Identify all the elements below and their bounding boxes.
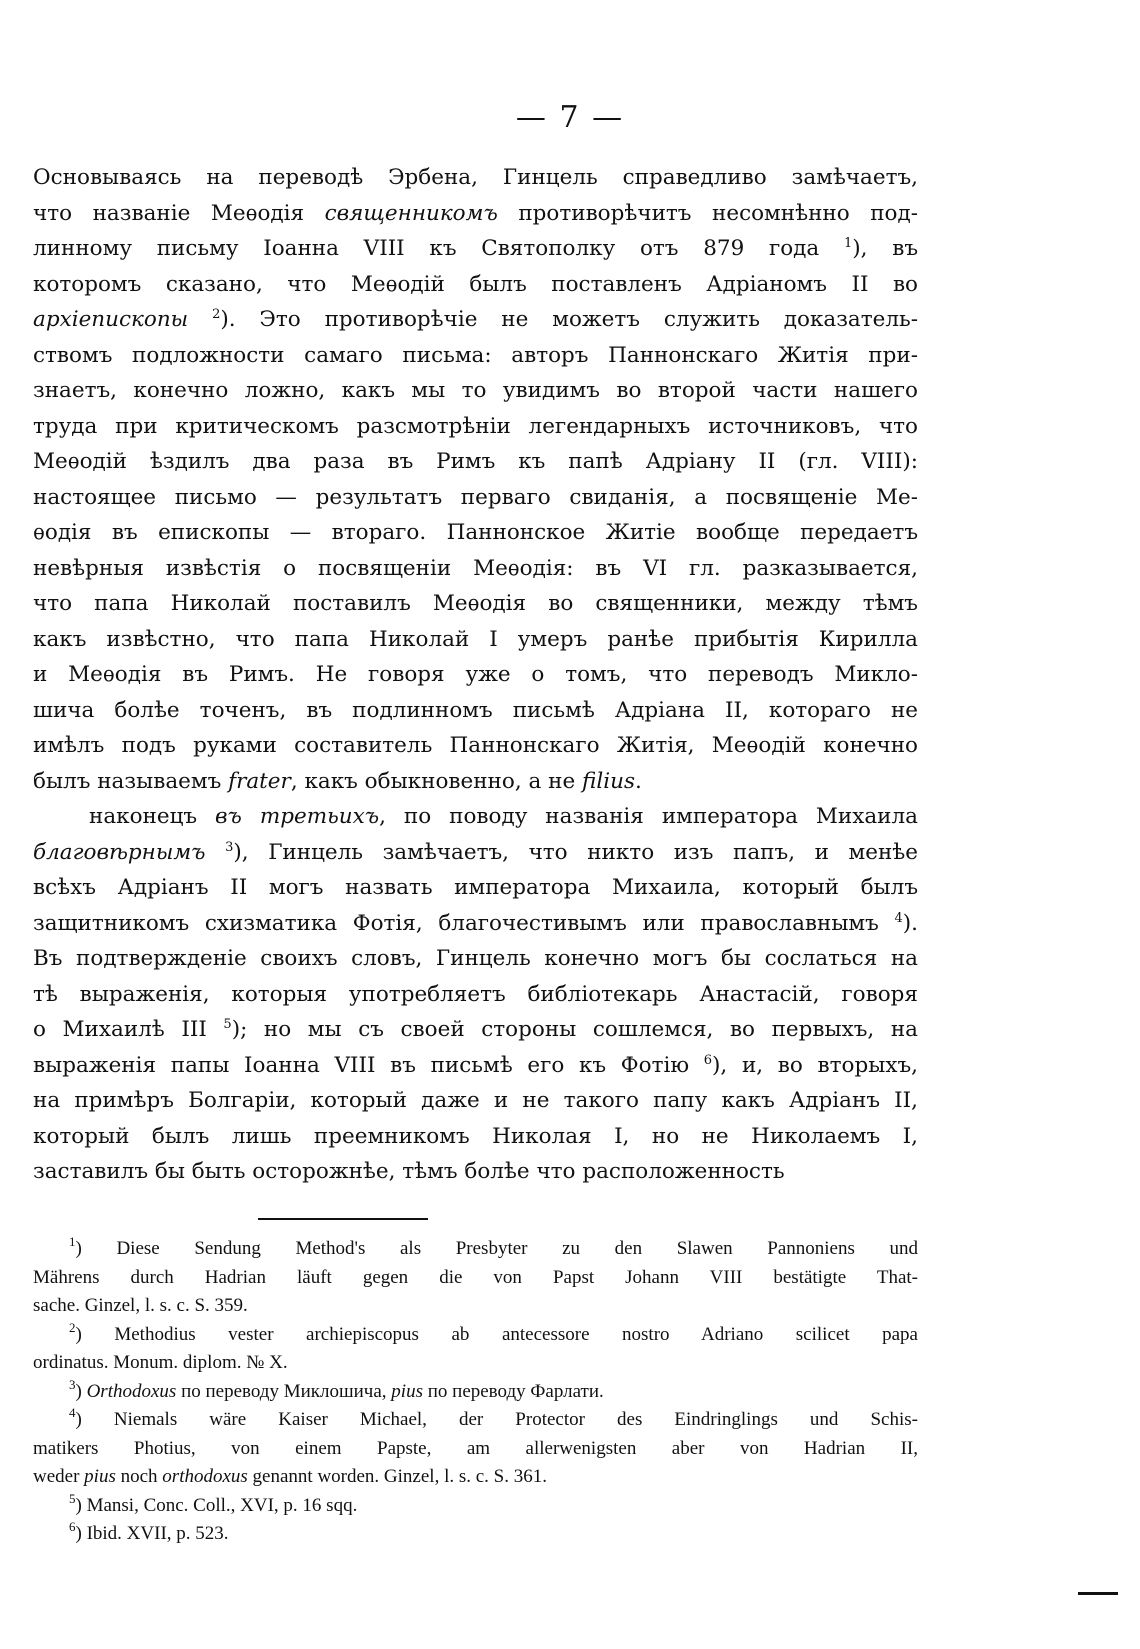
footnote-5	[33, 1492, 918, 1521]
text-line: ѳодія въ епископы — втораго. Паннонское Житіе вообще передаетъ	[33, 520, 918, 545]
text-line: защитникомъ схизматика Фотія, благочестивымъ или православнымъ $^4$).	[33, 910, 918, 936]
footnote-line: $^6$) Ibid. XVII, p. 523.	[69, 1519, 229, 1544]
page-number: — 7 —	[515, 100, 625, 135]
footnote-line: matikers Photius, von einem Papste, am allerwenigsten aber von Hadrian II,	[33, 1437, 918, 1459]
text-line: заставилъ бы быть осторожнѣе, тѣмъ болѣе что расположенность	[33, 1159, 785, 1184]
footnote-line: Mährens durch Hadrian läuft gegen die von Papst Johann VIII bestätigte That-	[33, 1266, 918, 1288]
text-line: знаетъ, конечно ложно, какъ мы то увидимъ во второй части нашего	[33, 378, 918, 403]
text-line: ствомъ подложности самаго письма: авторъ Паннонскаго Житія при-	[33, 342, 918, 368]
footnote-line: $^2$) Methodius vester archiepiscopus ab antecessore nostro Adriano scilicet papa	[69, 1319, 918, 1345]
footnote-2	[33, 1321, 918, 1378]
footnotes	[33, 1235, 918, 1549]
text-line: шича болѣе точенъ, въ подлинномъ письмѣ Адріана II, котораго не	[33, 697, 918, 723]
footnote-line: sache. Ginzel, l. s. c. S. 359.	[33, 1295, 248, 1316]
text-line: невѣрныя извѣстія о посвященіи Меѳодія: въ VI гл. разказывается,	[33, 555, 918, 581]
text-line: Меѳодій ѣздилъ два раза въ Римъ къ папѣ Адріану II (гл. VIII):	[33, 449, 918, 474]
text-line: Въ подтвержденіе своихъ словъ, Гинцель конечно могъ бы сослаться на	[33, 946, 918, 971]
footnote-1	[33, 1235, 918, 1321]
text-line: былъ называемъ frater, какъ обыкновенно, а не filius.	[33, 768, 642, 794]
text-line: линному письму Іоанна VIII къ Святополку отъ 879 года $^1$), въ	[33, 236, 919, 261]
footnote-line: ordinatus. Monum. diplom. № X.	[33, 1352, 288, 1373]
footnote-line: $^5$) Mansi, Conc. Coll., XVI, p. 16 sqq.	[69, 1490, 358, 1516]
text-line: на примѣръ Болгаріи, который даже и не такого папу какъ Адріанъ II,	[33, 1088, 918, 1113]
text-line: благовѣрнымъ $^3$), Гинцель замѣчаетъ, что никто изъ папъ, и менѣе	[33, 839, 918, 865]
text-line: выраженія папы Іоанна VIII въ письмѣ его къ Фотію $^6$), и, во вторыхъ,	[33, 1052, 918, 1078]
text-line: всѣхъ Адріанъ II могъ назвать императора Михаила, который былъ	[33, 875, 918, 900]
footnote-3	[33, 1378, 918, 1407]
footnote-6	[33, 1520, 918, 1549]
text-line: что папа Николай поставилъ Меѳодія во священники, между тѣмъ	[33, 591, 918, 616]
text-line: архіепископы $^2$). Это противорѣчіе не можетъ служить доказатель-	[33, 307, 918, 332]
paragraph-2	[33, 799, 918, 1190]
paragraph-1	[33, 160, 918, 799]
text-line: что названіе Меѳодія священникомъ противорѣчитъ несомнѣнно под-	[33, 200, 918, 226]
margin-mark	[1078, 1592, 1118, 1595]
text-line: наконецъ въ третьихъ, по поводу названія императора Михаила	[89, 804, 918, 829]
footnote-line: $^4$) Niemals wäre Kaiser Michael, der Protector des Eindringlings und Schis-	[69, 1405, 918, 1430]
text-line: и Меѳодія въ Римъ. Не говоря уже о томъ, что переводъ Миклo-	[33, 662, 918, 687]
text-line: который былъ лишь преемникомъ Николая I, но не Николаемъ I,	[33, 1123, 918, 1149]
text-line: имѣлъ подъ руками составитель Паннонскаго Житія, Меѳодій конечно	[33, 733, 918, 758]
text-line: труда при критическомъ разсмотрѣніи легендарныхъ источниковъ, что	[33, 413, 918, 439]
footnote-line: $^3$) Orthodoxus по переводу Миклошича, pius по переводу Фарлати.	[69, 1376, 604, 1402]
footnote-line: $^1$) Diese Sendung Method's als Presbyter zu den Slawen Pannoniens und	[69, 1234, 918, 1259]
text-line: настоящее письмо — результатъ перваго свиданія, а посвященіе Ме-	[33, 484, 918, 510]
footnote-rule	[258, 1218, 428, 1220]
text-line: Основываясь на переводѣ Эрбена, Гинцель справедливо замѣчаетъ,	[33, 165, 918, 190]
text-line: о Михаилѣ III $^5$); но мы съ своей стороны сошлемся, во первыхъ, на	[33, 1017, 918, 1042]
main-text	[33, 160, 918, 1190]
footnote-4	[33, 1406, 918, 1492]
text-line: которомъ сказано, что Меѳодій былъ поставленъ Адріаномъ II во	[33, 271, 918, 297]
text-line: тѣ выраженія, которыя употребляетъ библіотекарь Анастасій, говоря	[33, 981, 918, 1007]
footnote-line: weder pius noch orthodoxus genannt worden. Ginzel, l. s. c. S. 361.	[33, 1466, 547, 1487]
text-line: какъ извѣстно, что папа Николай I умеръ ранѣе прибытія Кирилла	[33, 626, 918, 652]
